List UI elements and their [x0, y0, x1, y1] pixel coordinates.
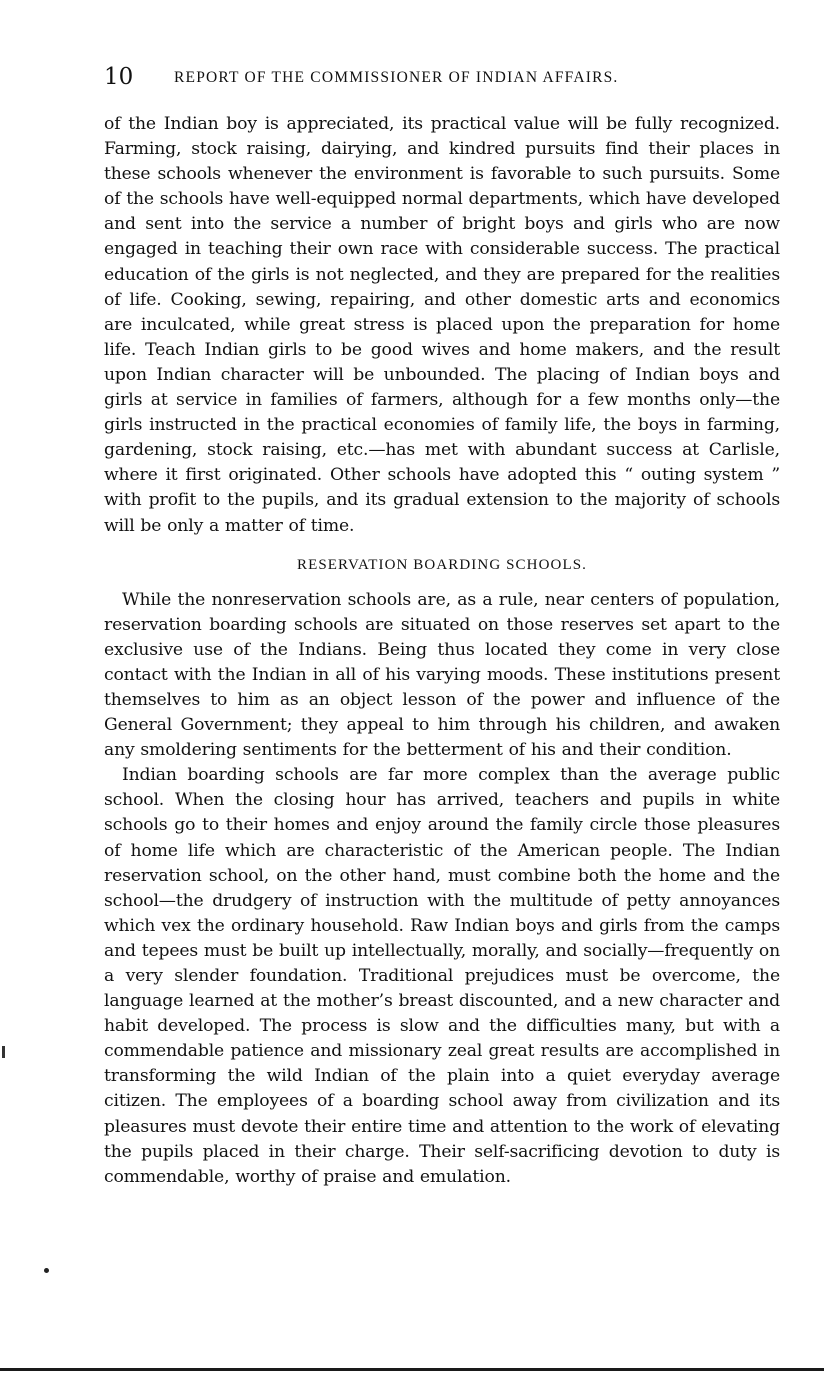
scan-edge-mark — [2, 1046, 5, 1058]
scan-speck — [44, 1268, 49, 1273]
paragraph-continued: of the Indian boy is appreciated, its practical value will be fully recognized. Farming, stock raising, dairying, and kindred pursuits find their places in these schools whenever the environment is favorable to such pursuits. Some of the schools have well-equipped normal departments, which have developed and sent into the service a number of bright boys and girls who are now engaged in teaching their own race with considerable success. The practical education of the girls is not neglected, and they are prepared for the realities of life. Cooking, sewing, repairing, and other domestic arts and economics are inculcated, while great stress is placed upon the preparation for home life. Teach Indian girls to be good wives and home makers, and the result upon Indian character will be unbounded. The placing of Indian boys and girls at service in families of farmers, although for a few months only—the girls instructed in the practical economies of family life, the boys in farming, gardening, stock raising, etc.—has met with abundant success at Carlisle, where it first originated. Other schools have adopted this “ outing system ” with profit to the pupils, and its gradual extension to the majority of schools will be only a matter of time. — [104, 114, 780, 536]
paragraph-boarding-complexity: Indian boarding schools are far more complex than the average public school. When the closing hour has arrived, teachers and pupils in white schools go to their homes and enjoy around the family circle those pleasures of home life which are characteristic of the American people. The Indian reservation school, on the other hand, must combine both the home and the school—the drudgery of instruction with the multitude of petty annoyances which vex the ordinary household. Raw Indian boys and girls from the camps and tepees must be built up intellectually, morally, and socially—frequently on a very slender foundation. Traditional prejudices must be overcome, the language learned at the mother’s breast discounted, and a new character and habit developed. The process is slow and the difficulties many, but with a commendable patience and missionary zeal great results are accomplished in transforming the wild Indian of the plain into a quiet everyday average citizen. The employees of a boarding school away from civilization and its pleasures must devote their entire time and attention to the work of elevating the pupils placed in their charge. Their self-sacrificing devotion to duty is commendable, worthy of praise and emulation. — [104, 765, 780, 1187]
page-header — [104, 62, 724, 92]
page-number: 10 — [104, 64, 134, 90]
paragraph-reservation-schools: While the nonreservation schools are, as a rule, near centers of population, reservation boarding schools are situated on those reserves set apart to the exclusive use of the Indians. Being thus located they come in very close contact with the Indian in all of his varying moods. These institutions present themselves to him as an object lesson of the power and influence of the General Government; they appeal to him through his children, and awaken any smoldering sentiments for the betterment of his and their condition. — [104, 589, 780, 761]
running-head: REPORT OF THE COMMISSIONER OF INDIAN AFFAIRS. — [174, 69, 619, 86]
page-bottom-border — [0, 1368, 824, 1371]
body-text — [104, 112, 780, 1190]
section-heading: RESERVATION BOARDING SCHOOLS. — [296, 556, 588, 573]
